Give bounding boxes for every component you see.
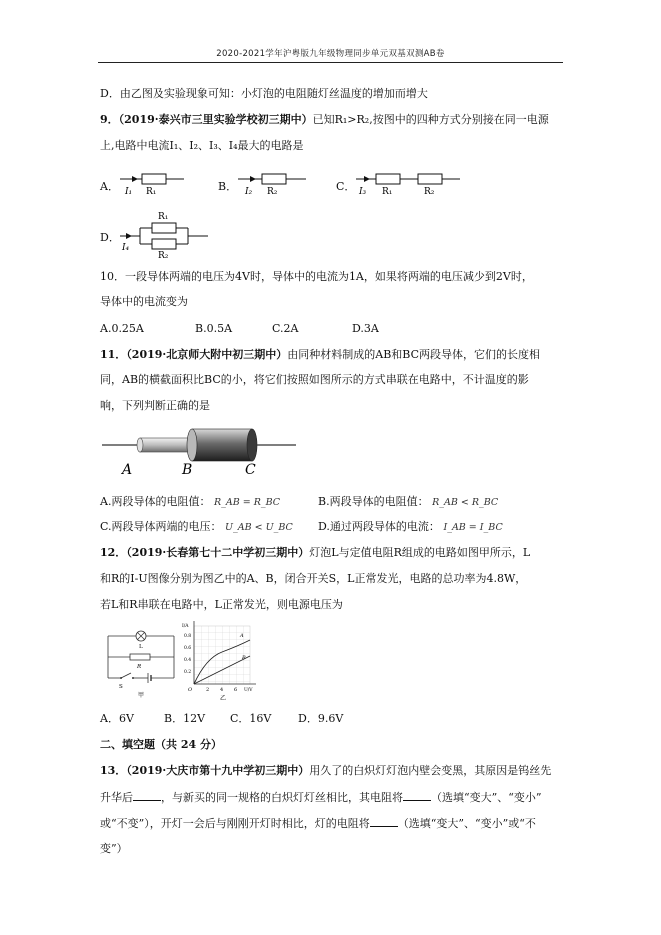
q11-option-d-formula: I_AB = I_BC bbox=[443, 522, 503, 533]
q12-stem-line2: 和R的I-U图像分别为图乙中的A、B，闭合开关S，L正常发光，电路的总功率为4.8W， bbox=[100, 572, 527, 585]
q9-circuit-d bbox=[118, 208, 210, 258]
q12-ytick-2: 0.4 bbox=[184, 658, 192, 663]
q11-option-a-formula: R_AB = R_BC bbox=[213, 497, 281, 508]
q11-conductor-figure bbox=[100, 424, 300, 482]
q12-xtick-2: 6 bbox=[234, 687, 238, 693]
q12-circuit-figure bbox=[104, 624, 180, 700]
q13-line3-part2: （选填“变大”、“变小”或“不 bbox=[397, 817, 536, 830]
q13-blank-1[interactable] bbox=[133, 790, 161, 801]
q13-line3-part1: 或“不变”），开灯一会后与刚刚开灯时相比，灯的电阻将 bbox=[100, 817, 370, 830]
q12-text: 灯泡L与定值电阻R组成的电路如图甲所示，L bbox=[309, 546, 531, 559]
q9-c-r2: R₂ bbox=[424, 187, 435, 197]
q12-graph-ylabel: I/A bbox=[182, 624, 189, 629]
q10-stem-line2: 导体中的电流变为 bbox=[100, 295, 188, 308]
page-header: 2020-2021学年沪粤版九年级物理同步单元双基双测AB卷 bbox=[216, 49, 445, 59]
q11-stem bbox=[100, 348, 540, 362]
q10-option-a: A.0.25A bbox=[100, 322, 144, 335]
q13-stem bbox=[100, 764, 551, 778]
q10-option-c: C.2A bbox=[272, 322, 299, 335]
q11-stem-line3: 响，下列判断正确的是 bbox=[100, 399, 210, 412]
q9-c-r1: R₁ bbox=[382, 187, 393, 197]
q12-option-b: B．12V bbox=[164, 712, 206, 725]
q12-option-a: A．6V bbox=[100, 712, 134, 725]
q12-graph-caption: 乙 bbox=[220, 695, 227, 702]
q10-option-b: B.0.5A bbox=[195, 322, 233, 335]
q9-option-a-label: A． bbox=[100, 180, 119, 193]
q11-text: 由同种材料制成的AB和BC两段导体，它们的长度相 bbox=[287, 348, 540, 361]
q12-option-d: D．9.6V bbox=[298, 712, 344, 725]
q11-option-d bbox=[318, 520, 503, 535]
q11-option-c-formula: U_AB < U_BC bbox=[225, 522, 293, 533]
q11-number: 11． bbox=[100, 348, 127, 361]
q12-iu-graph bbox=[180, 618, 266, 704]
q13-number: 13． bbox=[100, 764, 127, 777]
q9-d-r1: R₁ bbox=[158, 212, 169, 222]
q12-graph-xlabel: U/V bbox=[244, 688, 253, 693]
q11-label-a: A bbox=[122, 462, 133, 478]
q12-number: 12． bbox=[100, 546, 127, 559]
q13-line2-part2: ，与新买的同一规格的白炽灯灯丝相比，其电阻将 bbox=[161, 791, 403, 804]
q12-switch-label: S bbox=[119, 684, 123, 690]
q9-source: （2019·泰兴市三里实验学校初三期中） bbox=[118, 113, 313, 126]
q13-blank-2[interactable] bbox=[403, 790, 431, 801]
q9-b-current: I₂ bbox=[245, 187, 253, 197]
q11-label-c: C bbox=[245, 462, 256, 478]
q11-option-d-text: D.通过两段导体的电流： bbox=[318, 520, 440, 533]
q12-stem bbox=[100, 546, 530, 560]
q9-circuit-c bbox=[354, 170, 464, 198]
q12-ytick-1: 0.6 bbox=[184, 646, 192, 651]
q12-ytick-3: 0.2 bbox=[184, 670, 192, 675]
header-divider bbox=[98, 62, 563, 63]
q13-source: （2019·大庆市第十九中学初三期中） bbox=[126, 764, 310, 777]
q11-option-a-text: A.两段导体的电阻值： bbox=[100, 495, 211, 508]
q9-text: 已知R₁>R₂,按图中的四种方式分别接在同一电源 bbox=[312, 113, 549, 126]
q9-number: 9． bbox=[100, 113, 119, 126]
q12-circuit-caption: 甲 bbox=[138, 692, 145, 699]
q9-d-r2: R₂ bbox=[158, 251, 169, 258]
q13-text: 用久了的白炽灯灯泡内壁会变黑，其原因是钨丝先 bbox=[309, 764, 552, 777]
q10-stem: 10．一段导体两端的电压为4V时，导体中的电流为1A，如果将两端的电压减少到2V时， bbox=[100, 270, 533, 283]
q12-resistor-label: R bbox=[137, 664, 142, 670]
q10-option-d: D.3A bbox=[352, 322, 379, 335]
q9-a-current: I₁ bbox=[125, 187, 133, 197]
q12-source: （2019·长春第七十二中学初三期中） bbox=[126, 546, 310, 559]
q8-option-d: D．由乙图及实验现象可知：小灯泡的电阻随灯丝温度的增加而增大 bbox=[100, 87, 428, 100]
q9-option-d-label: D． bbox=[100, 231, 120, 244]
q9-b-r2: R₂ bbox=[267, 187, 278, 197]
section-fill-in-title: 二、填空题（共 24 分） bbox=[100, 738, 222, 751]
q13-blank-3[interactable] bbox=[370, 816, 398, 827]
q13-line2-part1: 升华后 bbox=[100, 791, 133, 804]
q12-curve-b-label: B bbox=[242, 655, 246, 661]
q13-line2 bbox=[100, 790, 542, 805]
q11-option-b-text: B.两段导体的电阻值： bbox=[318, 495, 429, 508]
q11-option-b bbox=[318, 495, 498, 510]
q9-stem-line2: 上,电路中电流I₁、I₂、I₃、I₄最大的电路是 bbox=[100, 139, 304, 152]
q11-option-a bbox=[100, 495, 280, 510]
q11-label-b: B bbox=[182, 462, 193, 478]
q9-circuit-b bbox=[236, 170, 308, 198]
q9-c-current: I₃ bbox=[359, 187, 367, 197]
q11-source: （2019·北京师大附中初三期中） bbox=[126, 348, 288, 361]
q11-option-c-text: C.两段导体两端的电压： bbox=[100, 520, 222, 533]
q12-xtick-1: 4 bbox=[220, 687, 224, 693]
q12-option-c: C．16V bbox=[230, 712, 272, 725]
q12-curve-a-label: A bbox=[240, 633, 244, 639]
q9-d-current: I₄ bbox=[122, 243, 130, 253]
q12-ytick-0: 0.8 bbox=[184, 634, 192, 639]
q11-option-b-formula: R_AB < R_BC bbox=[432, 497, 499, 508]
q12-lamp-label: L bbox=[139, 644, 143, 650]
q11-stem-line2: 同，AB的横截面积比BC的小，将它们按照如图所示的方式串联在电路中，不计温度的影 bbox=[100, 373, 529, 386]
q12-stem-line3: 若L和R串联在电路中，L正常发光，则电源电压为 bbox=[100, 598, 343, 611]
q11-option-c bbox=[100, 520, 293, 535]
q13-line3 bbox=[100, 816, 536, 831]
q13-line4: 变”） bbox=[100, 842, 128, 855]
q12-graph-origin: O bbox=[188, 687, 193, 693]
q9-circuit-a bbox=[118, 170, 188, 198]
q9-option-c-label: C． bbox=[336, 180, 356, 193]
q9-a-r1: R₁ bbox=[146, 187, 157, 197]
q9-option-b-label: B． bbox=[218, 180, 238, 193]
q13-line2-part3: （选填“变大”、“变小” bbox=[431, 791, 542, 804]
q9-stem bbox=[100, 113, 549, 127]
q12-xtick-0: 2 bbox=[206, 687, 210, 693]
